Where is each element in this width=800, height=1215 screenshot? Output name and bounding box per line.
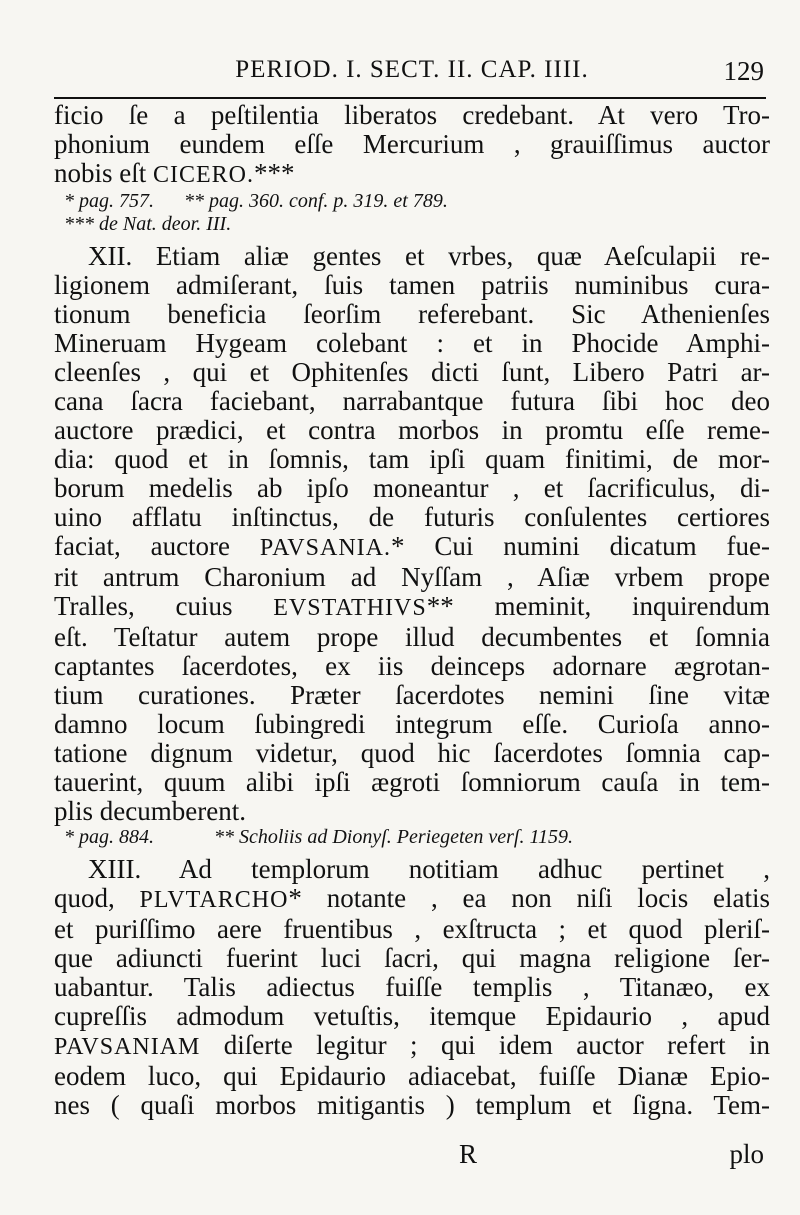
text-line: tauerint, quum alibi ipſi ægroti ſomniorum cauſa in tem-	[54, 767, 770, 797]
text-line	[54, 159, 770, 190]
author-name: PAVSANIAM	[54, 1034, 201, 1060]
text-line: phonium eundem eſſe Mercurium , grauiſſimus auctor	[54, 129, 770, 159]
text-line: XIII. Ad templorum notitiam adhuc pertinet ,	[88, 854, 770, 884]
text-line: auctore prædici, et contra morbos in promtu eſſe reme-	[54, 415, 770, 445]
catchword: plo	[729, 1139, 764, 1169]
text-line: ligionem admiſerant, ſuis tamen patriis numinibus cura-	[54, 270, 770, 300]
footnote-line	[54, 826, 770, 849]
author-name: PLVTARCHO	[139, 887, 289, 913]
text-line: tium curationes. Præter ſacerdotes nemini ſine vitæ	[54, 680, 770, 710]
text-line: que adiuncti fuerint luci ſacri, qui magna religione ſer-	[54, 943, 770, 973]
page-header	[54, 56, 770, 96]
text-line: cana ſacra faciebant, narrabantque futura ſibi hoc deo	[54, 386, 770, 416]
footnote-ref: * pag. 884.	[64, 826, 154, 848]
text-line: captantes ſacerdotes, ex iis deinceps adornare ægrotan-	[54, 651, 770, 681]
author-name: PAVSANIA.	[259, 535, 391, 561]
text-line: uino afflatu inſtinctus, de futuris conſulentes certiores	[54, 502, 770, 532]
text-segment: Tralles, cuius	[54, 591, 274, 621]
author-name: CICERO.	[153, 162, 255, 188]
text-line: cleenſes , qui et Ophitenſes dicti ſunt, Libero Patri ar-	[54, 357, 770, 387]
text-line: damno locum ſubingredi integrum eſſe. Curioſa anno-	[54, 709, 770, 739]
text-line: uabantur. Talis adiectus fuiſſe templis , Titanæo, ex	[54, 972, 770, 1002]
footnote-marker: ***	[254, 158, 295, 188]
text-line: Mineruam Hygeam colebant : et in Phocide Amphi-	[54, 328, 770, 358]
footnote-line	[54, 213, 770, 236]
text-segment: nobis eſt	[54, 158, 153, 188]
page-number: 129	[723, 56, 764, 86]
text-line	[54, 592, 770, 623]
text-segment: quod,	[54, 883, 140, 913]
text-line: nes ( quaſi morbos mitigantis ) templum et ſigna. Tem-	[54, 1090, 770, 1120]
text-line: plis decumberent.	[54, 796, 246, 826]
text-line	[54, 1031, 770, 1062]
text-line: cupreſſis admodum vetuſtis, itemque Epidaurio , apud	[54, 1001, 770, 1031]
text-line: eodem luco, qui Epidaurio adiacebat, fuiſſe Dianæ Epio-	[54, 1061, 770, 1091]
text-line: et puriſſimo aere fruentibus , exſtructa ; et quod pleriſ-	[54, 914, 770, 944]
text-segment: diſerte legitur ; qui idem auctor refert in	[200, 1030, 770, 1060]
running-head: PERIOD. I. SECT. II. CAP. IIII.	[235, 56, 589, 83]
text-line: ficio ſe a peſtilentia liberatos credebant. At vero Tro-	[54, 100, 770, 130]
footnote-ref: *** de Nat. deor. III.	[64, 213, 232, 235]
body-text	[54, 101, 770, 1120]
footnote-ref: ** pag. 360. conf. p. 319. et 789.	[184, 190, 448, 212]
text-line: dia: quod et in ſomnis, tam ipſi quam finitimi, de mor-	[54, 444, 770, 474]
text-segment: faciat, auctore	[54, 531, 260, 561]
footnote-ref: * pag. 757.	[64, 190, 154, 212]
text-line: rit antrum Charonium ad Nyſſam , Aſiæ vrbem prope	[54, 562, 770, 592]
text-segment: ** meminit, inquirendum	[426, 591, 770, 621]
footnote-line	[54, 190, 770, 213]
text-line	[54, 532, 770, 563]
text-segment: * notante , ea non niſi locis elatis	[288, 883, 771, 913]
signature-mark: R	[459, 1139, 478, 1169]
text-line: tatione dignum videtur, quod hic ſacerdotes ſomnia cap-	[54, 738, 770, 768]
footnote-ref: ** Scholiis ad Dionyſ. Periegeten verſ. 1159.	[214, 826, 573, 848]
text-segment: * Cui numini dicatum fue-	[390, 531, 770, 561]
text-line: eſt. Teſtatur autem prope illud decumbentes et ſomnia	[54, 622, 770, 652]
text-line: tionum beneficia ſeorſim referebant. Sic Athenienſes	[54, 299, 770, 329]
header-rule	[54, 97, 766, 99]
text-line	[54, 884, 770, 915]
text-line: XII. Etiam aliæ gentes et vrbes, quæ Aeſculapii re-	[88, 241, 770, 271]
text-line: borum medelis ab ipſo moneantur , et ſacrificulus, di-	[54, 473, 770, 503]
author-name: EVSTATHIVS	[273, 595, 427, 621]
